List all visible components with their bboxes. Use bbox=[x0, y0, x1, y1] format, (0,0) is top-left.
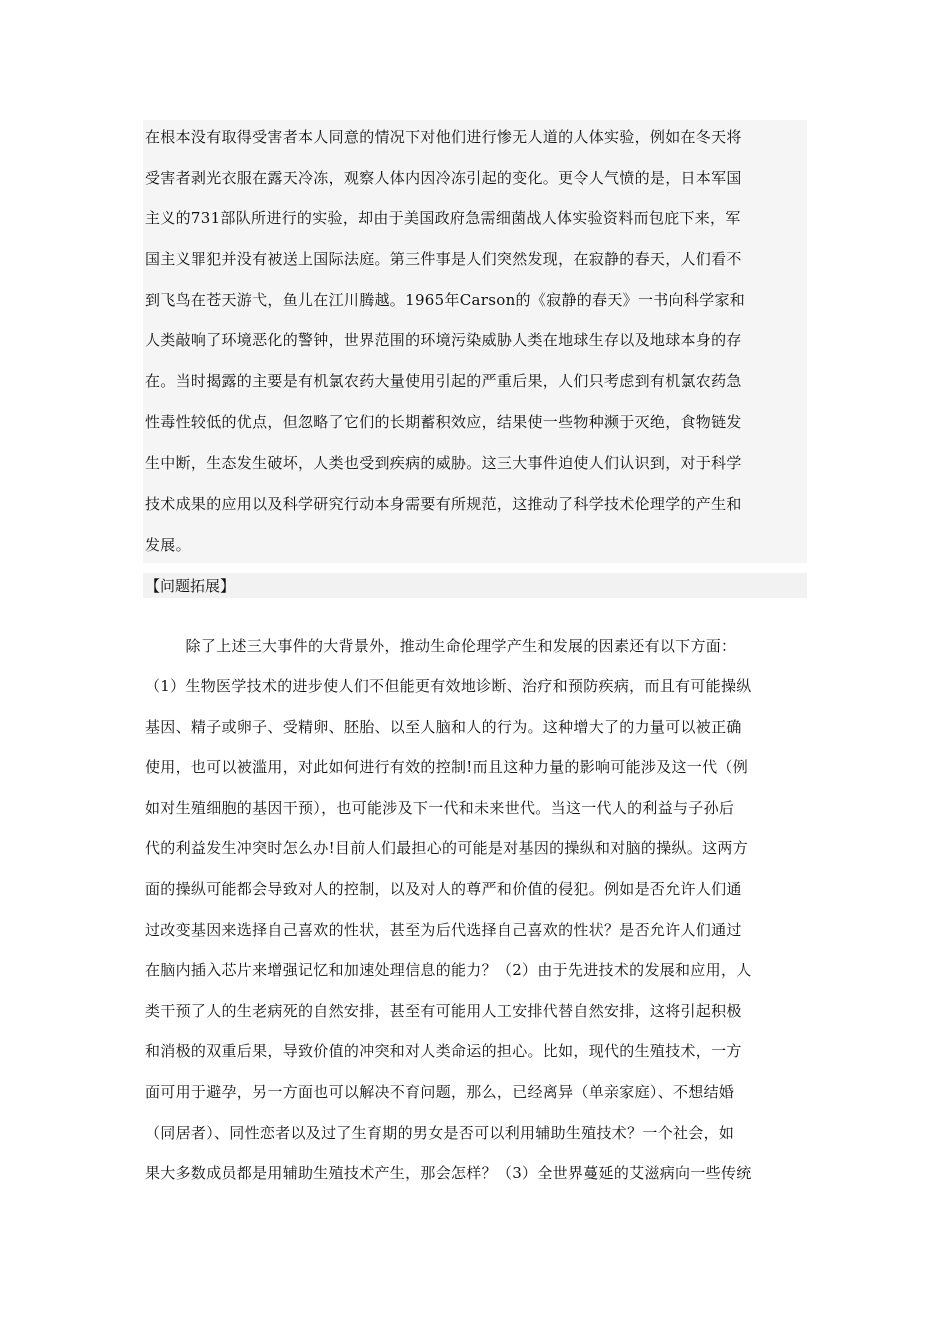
text-line: 代的利益发生冲突时怎么办!目前人们最担心的可能是对基因的操纵和对脑的操纵。这两方 bbox=[145, 839, 749, 857]
section-header-background bbox=[143, 573, 807, 598]
text-line: （同居者）、同性恋者以及过了生育期的男女是否可以利用辅助生殖技术？一个社会，如 bbox=[145, 1124, 735, 1142]
text-line: 在根本没有取得受害者本人同意的情况下对他们进行惨无人道的人体实验，例如在冬天将 bbox=[145, 128, 742, 146]
text-line: 过改变基因来选择自己喜欢的性状，甚至为后代选择自己喜欢的性状？是否允许人们通过 bbox=[145, 921, 742, 939]
text-line: 性毒性较低的优点，但忽略了它们的长期蓄积效应，结果使一些物种濒于灭绝，食物链发 bbox=[145, 413, 742, 431]
text-line: 人类敲响了环境恶化的警钟，世界范围的环境污染威胁人类在地球生存以及地球本身的存 bbox=[145, 331, 742, 349]
text-line: 受害者剥光衣服在露天冷冻，观察人体内因冷冻引起的变化。更令人气愤的是，日本军国 bbox=[145, 169, 742, 187]
text-line: （1）生物医学技术的进步使人们不但能更有效地诊断、治疗和预防疾病，而且有可能操纵 bbox=[145, 677, 752, 695]
text-line: 在脑内插入芯片来增强记忆和加速处理信息的能力？（2）由于先进技术的发展和应用，人 bbox=[145, 961, 752, 979]
text-line: 基因、精子或卵子、受精卵、胚胎、以至人脑和人的行为。这种增大了的力量可以被正确 bbox=[145, 718, 742, 736]
text-line: 面的操纵可能都会导致对人的控制，以及对人的尊严和价值的侵犯。例如是否允许人们通 bbox=[145, 880, 742, 898]
text-line: 和消极的双重后果，导致价值的冲突和对人类命运的担心。比如，现代的生殖技术，一方 bbox=[145, 1042, 742, 1060]
text-line: 技术成果的应用以及科学研究行动本身需要有所规范，这推动了科学技术伦理学的产生和 bbox=[145, 495, 742, 513]
text-line: 使用，也可以被滥用，对此如何进行有效的控制!而且这种力量的影响可能涉及这一代（例 bbox=[145, 758, 749, 776]
text-line: 类干预了人的生老病死的自然安排，甚至有可能用人工安排代替自然安排，这将引起积极 bbox=[145, 1002, 742, 1020]
section-title: 【问题拓展】 bbox=[145, 577, 236, 595]
text-line: 国主义罪犯并没有被送上国际法庭。第三件事是人们突然发现，在寂静的春天，人们看不 bbox=[145, 250, 742, 268]
text-line: 主义的731部队所进行的实验，却由于美国政府急需细菌战人体实验资料而包庇下来，军 bbox=[145, 209, 741, 227]
text-line: 发展。 bbox=[145, 536, 191, 554]
text-line: 如对生殖细胞的基因干预），也可能涉及下一代和未来世代。当这一代人的利益与子孙后 bbox=[145, 799, 735, 817]
text-line: 果大多数成员都是用辅助生殖技术产生，那会怎样？（3）全世界蔓延的艾滋病向一些传统 bbox=[145, 1164, 752, 1182]
text-line: 到飞鸟在苍天游弋，鱼儿在江川腾越。1965年Carson的《寂静的春天》一书向科学家和 bbox=[145, 291, 746, 309]
text-line: 面可用于避孕，另一方面也可以解决不育问题，那么，已经离异（单亲家庭）、不想结婚 bbox=[145, 1083, 735, 1101]
text-line: 除了上述三大事件的大背景外，推动生命伦理学产生和发展的因素还有以下方面： bbox=[145, 637, 737, 655]
text-line: 生中断，生态发生破坏，人类也受到疾病的威胁。这三大事件迫使人们认识到，对于科学 bbox=[145, 454, 742, 472]
text-line: 在。当时揭露的主要是有机氯农药大量使用引起的严重后果，人们只考虑到有机氯农药急 bbox=[145, 372, 742, 390]
